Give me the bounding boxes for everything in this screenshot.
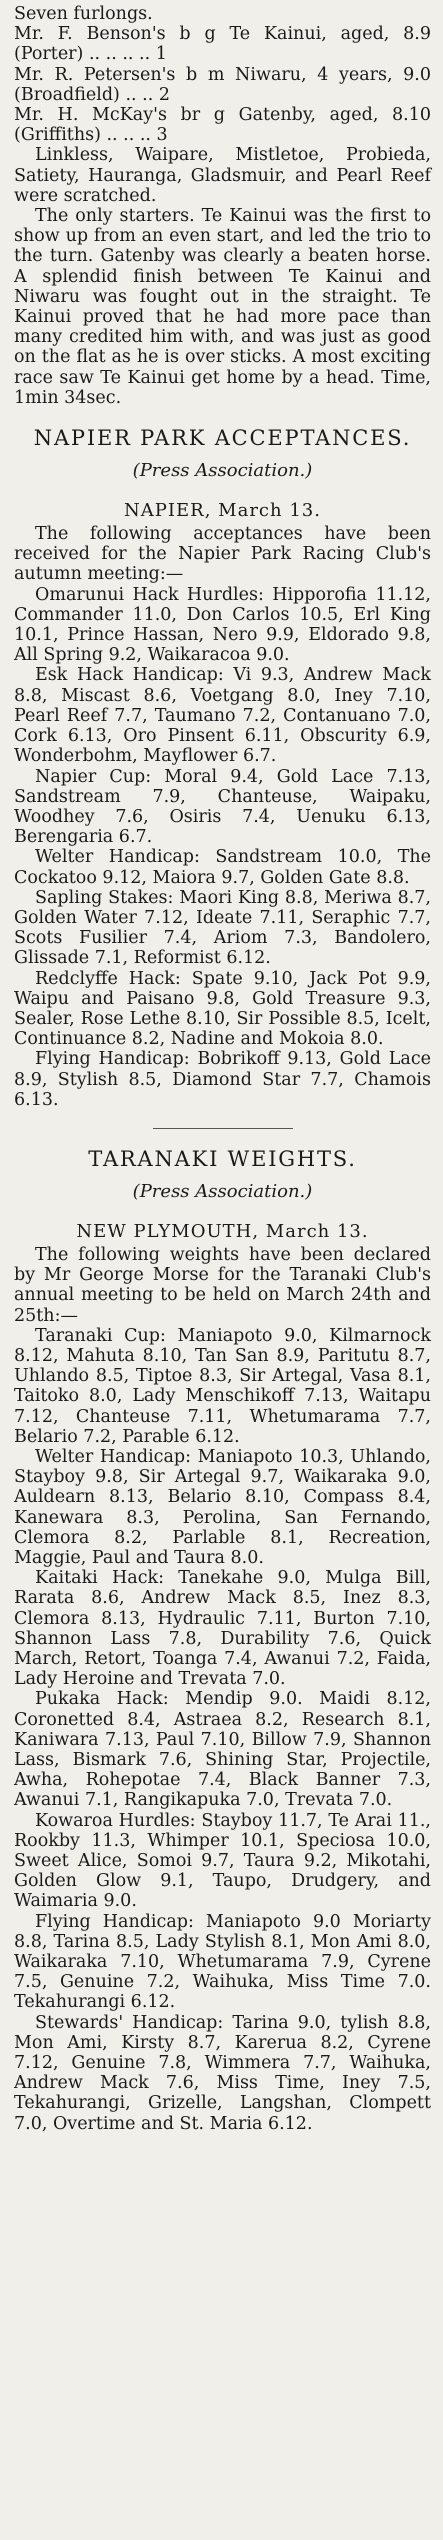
result-first: Mr. F. Benson's b g Te Kainui, aged, 8.9 (Porter) .. .. .. .. 1 bbox=[14, 24, 431, 65]
taranaki-intro: The following weights have been declared by Mr George Morse for the Taranaki Club's annual meeting to be held on March 24th and 25th:— bbox=[14, 1244, 431, 1326]
napier-flying: Flying Handicap: Bobrikoff 9.13, Gold Lace 8.9, Stylish 8.5, Diamond Star 7.7, Chamois 6.13. bbox=[14, 1049, 431, 1110]
taranaki-kaitaki-hack: Kaitaki Hack: Tanekahe 9.0, Mulga Bill, Rarata 8.6, Andrew Mack 8.5, Inez 8.3, Clemora 8.13, Hydraulic 7.11, Burton 7.10, Shannon Lass 7.8, Durability 7.6, Quick March, Retort, Toanga 7.4, Awanui 7.2, Faida, Lady Heroine and Trevata 7.0. bbox=[14, 1568, 431, 1690]
race-result-section bbox=[14, 4, 431, 408]
taranaki-welter: Welter Handicap: Maniapoto 10.3, Uhlando, Stayboy 9.8, Sir Artegal 9.7, Waikaraka 9.0, Auldearn 8.13, Belario 8.10, Compass 8.4, Kanewara 8.3, Perolina, San Fernando, Clemora 8.2, Parlable 8.1, Recreation, Maggie, Paul and Taura 8.0. bbox=[14, 1446, 431, 1568]
section-divider bbox=[153, 1128, 293, 1129]
taranaki-pukaka-hack: Pukaka Hack: Mendip 9.0. Maidi 8.12, Coronetted 8.4, Astraea 8.2, Research 8.1, Kaniwara 7.13, Paul 7.10, Billow 7.9, Shannon Lass, Bismark 7.6, Shining Star, Projectile, Awha, Rohepotae 7.4, Black Banner 7.3, Awanui 7.1, Rangikapuka 7.0, Trevata 7.0. bbox=[14, 1689, 431, 1811]
napier-esk-hack: Esk Hack Handicap: Vi 9.3, Andrew Mack 8.8, Miscast 8.6, Voetgang 8.0, Iney 7.10, Pearl Reef 7.7, Taumano 7.2, Contanuano 7.0, Cork 6.13, Oro Pinsent 6.11, Obscurity 6.9, Wonderbohm, Mayflower 6.7. bbox=[14, 665, 431, 767]
napier-credit: (Press Association.) bbox=[132, 460, 313, 482]
napier-cup: Napier Cup: Moral 9.4, Gold Lace 7.13, Sandstream 7.9, Chanteuse, Waipaku, Woodhey 7.6, Osiris 7.4, Uenuku 6.13, Berengaria 6.7. bbox=[14, 766, 431, 848]
result-third: Mr. H. McKay's br g Gatenby, aged, 8.10 (Griffiths) .. .. .. 3 bbox=[14, 105, 431, 146]
napier-welter: Welter Handicap: Sandstream 10.0, The Cockatoo 9.12, Maiora 9.7, Golden Gate 8.8. bbox=[14, 847, 431, 888]
taranaki-stewards: Stewards' Handicap: Tarina 9.0, tylish 8.8, Mon Ami, Kirsty 8.7, Karerua 8.2, Cyrene 7.12, Genuine 7.8, Wimmera 7.7, Waihuka, Andrew Mack 7.6, Miss Time, Iney 7.5, Tekahurangi, Grizelle, Langshan, Clompett 7.0, Overtime and St. Maria 6.12. bbox=[14, 2012, 431, 2134]
result-second: Mr. R. Petersen's b m Niwaru, 4 years, 9.0 (Broadfield) .. .. 2 bbox=[14, 64, 431, 105]
taranaki-flying: Flying Handicap: Maniapoto 9.0 Moriarty 8.8, Tarina 8.5, Lady Stylish 8.1, Mon Ami 8.0, Waikaraka 7.10, Whetumarama 7.9, Cyrene 7.5, Genuine 7.2, Waihuka, Miss Time 7.0. Tekahurangi 6.12. bbox=[14, 1911, 431, 2013]
taranaki-cup: Taranaki Cup: Maniapoto 9.0, Kilmarnock 8.12, Mahuta 8.10, Tan San 8.9, Paritutu 8.7, Uhlando 8.5, Tiptoe 8.3, Sir Artegal, Vasa 8.1, Taitoko 8.0, Lady Menschikoff 7.13, Waitapu 7.12, Chanteuse 7.11, Whetumarama 7.7, Belario 7.2, Parable 6.12. bbox=[14, 1325, 431, 1447]
napier-sapling: Sapling Stakes: Maori King 8.8, Meriwa 8.7, Golden Water 7.12, Ideate 7.11, Seraphic 7.7, Scots Fusilier 7.4, Ariom 7.3, Bandolero, Glissade 7.1, Reformist 6.12. bbox=[14, 887, 431, 969]
race-distance: Seven furlongs. bbox=[14, 4, 153, 24]
napier-heading: NAPIER PARK ACCEPTANCES. bbox=[33, 426, 412, 451]
scratchings: Linkless, Waipare, Mistletoe, Probieda, Satiety, Hauranga, Gladsmuir, and Pearl Reef were scratched. bbox=[14, 145, 431, 206]
napier-dateline: NAPIER, March 13. bbox=[124, 500, 321, 522]
taranaki-credit: (Press Association.) bbox=[132, 1180, 313, 1202]
napier-section bbox=[14, 426, 431, 1110]
taranaki-section bbox=[14, 1147, 431, 2134]
taranaki-heading: TARANAKI WEIGHTS. bbox=[88, 1146, 357, 1171]
napier-hack-hurdles: Omarunui Hack Hurdles: Hipporofia 11.12, Commander 11.0, Don Carlos 10.5, Erl King 10.1, Prince Hassan, Nero 9.9, Eldorado 9.8, All Spring 9.2, Waikaracoa 9.0. bbox=[14, 584, 431, 666]
napier-redclyffe: Redclyffe Hack: Spate 9.10, Jack Pot 9.9, Waipu and Paisano 9.8, Gold Treasure 9.3, Sealer, Rose Lethe 8.10, Sir Possible 8.5, Icelt, Continuance 8.2, Nadine and Mokoia 8.0. bbox=[14, 968, 431, 1050]
race-description: The only starters. Te Kainui was the first to show up from an even start, and led the trio to the turn. Gatenby was clearly a beaten horse. A splendid finish between Te Kainui and Niwaru was fought out in the straight. Te Kainui proved that he had more pace than many credited him with, and was just as good on the flat as he is over sticks. A most exciting race saw Te Kainui get home by a head. Time, 1min 34sec. bbox=[14, 206, 431, 408]
taranaki-dateline: NEW PLYMOUTH, March 13. bbox=[76, 1220, 369, 1242]
taranaki-kowaroa-hurdles: Kowaroa Hurdles: Stayboy 11.7, Te Arai 11., Rookby 11.3, Whimper 10.1, Speciosa 10.0, Sweet Alice, Somoi 9.7, Taura 9.2, Mikotahi, Golden Glow 9.1, Taupo, Drudgery, and Waimaria 9.0. bbox=[14, 1810, 431, 1912]
napier-intro: The following acceptances have been received for the Napier Park Racing Club's autumn meeting:— bbox=[14, 524, 431, 585]
